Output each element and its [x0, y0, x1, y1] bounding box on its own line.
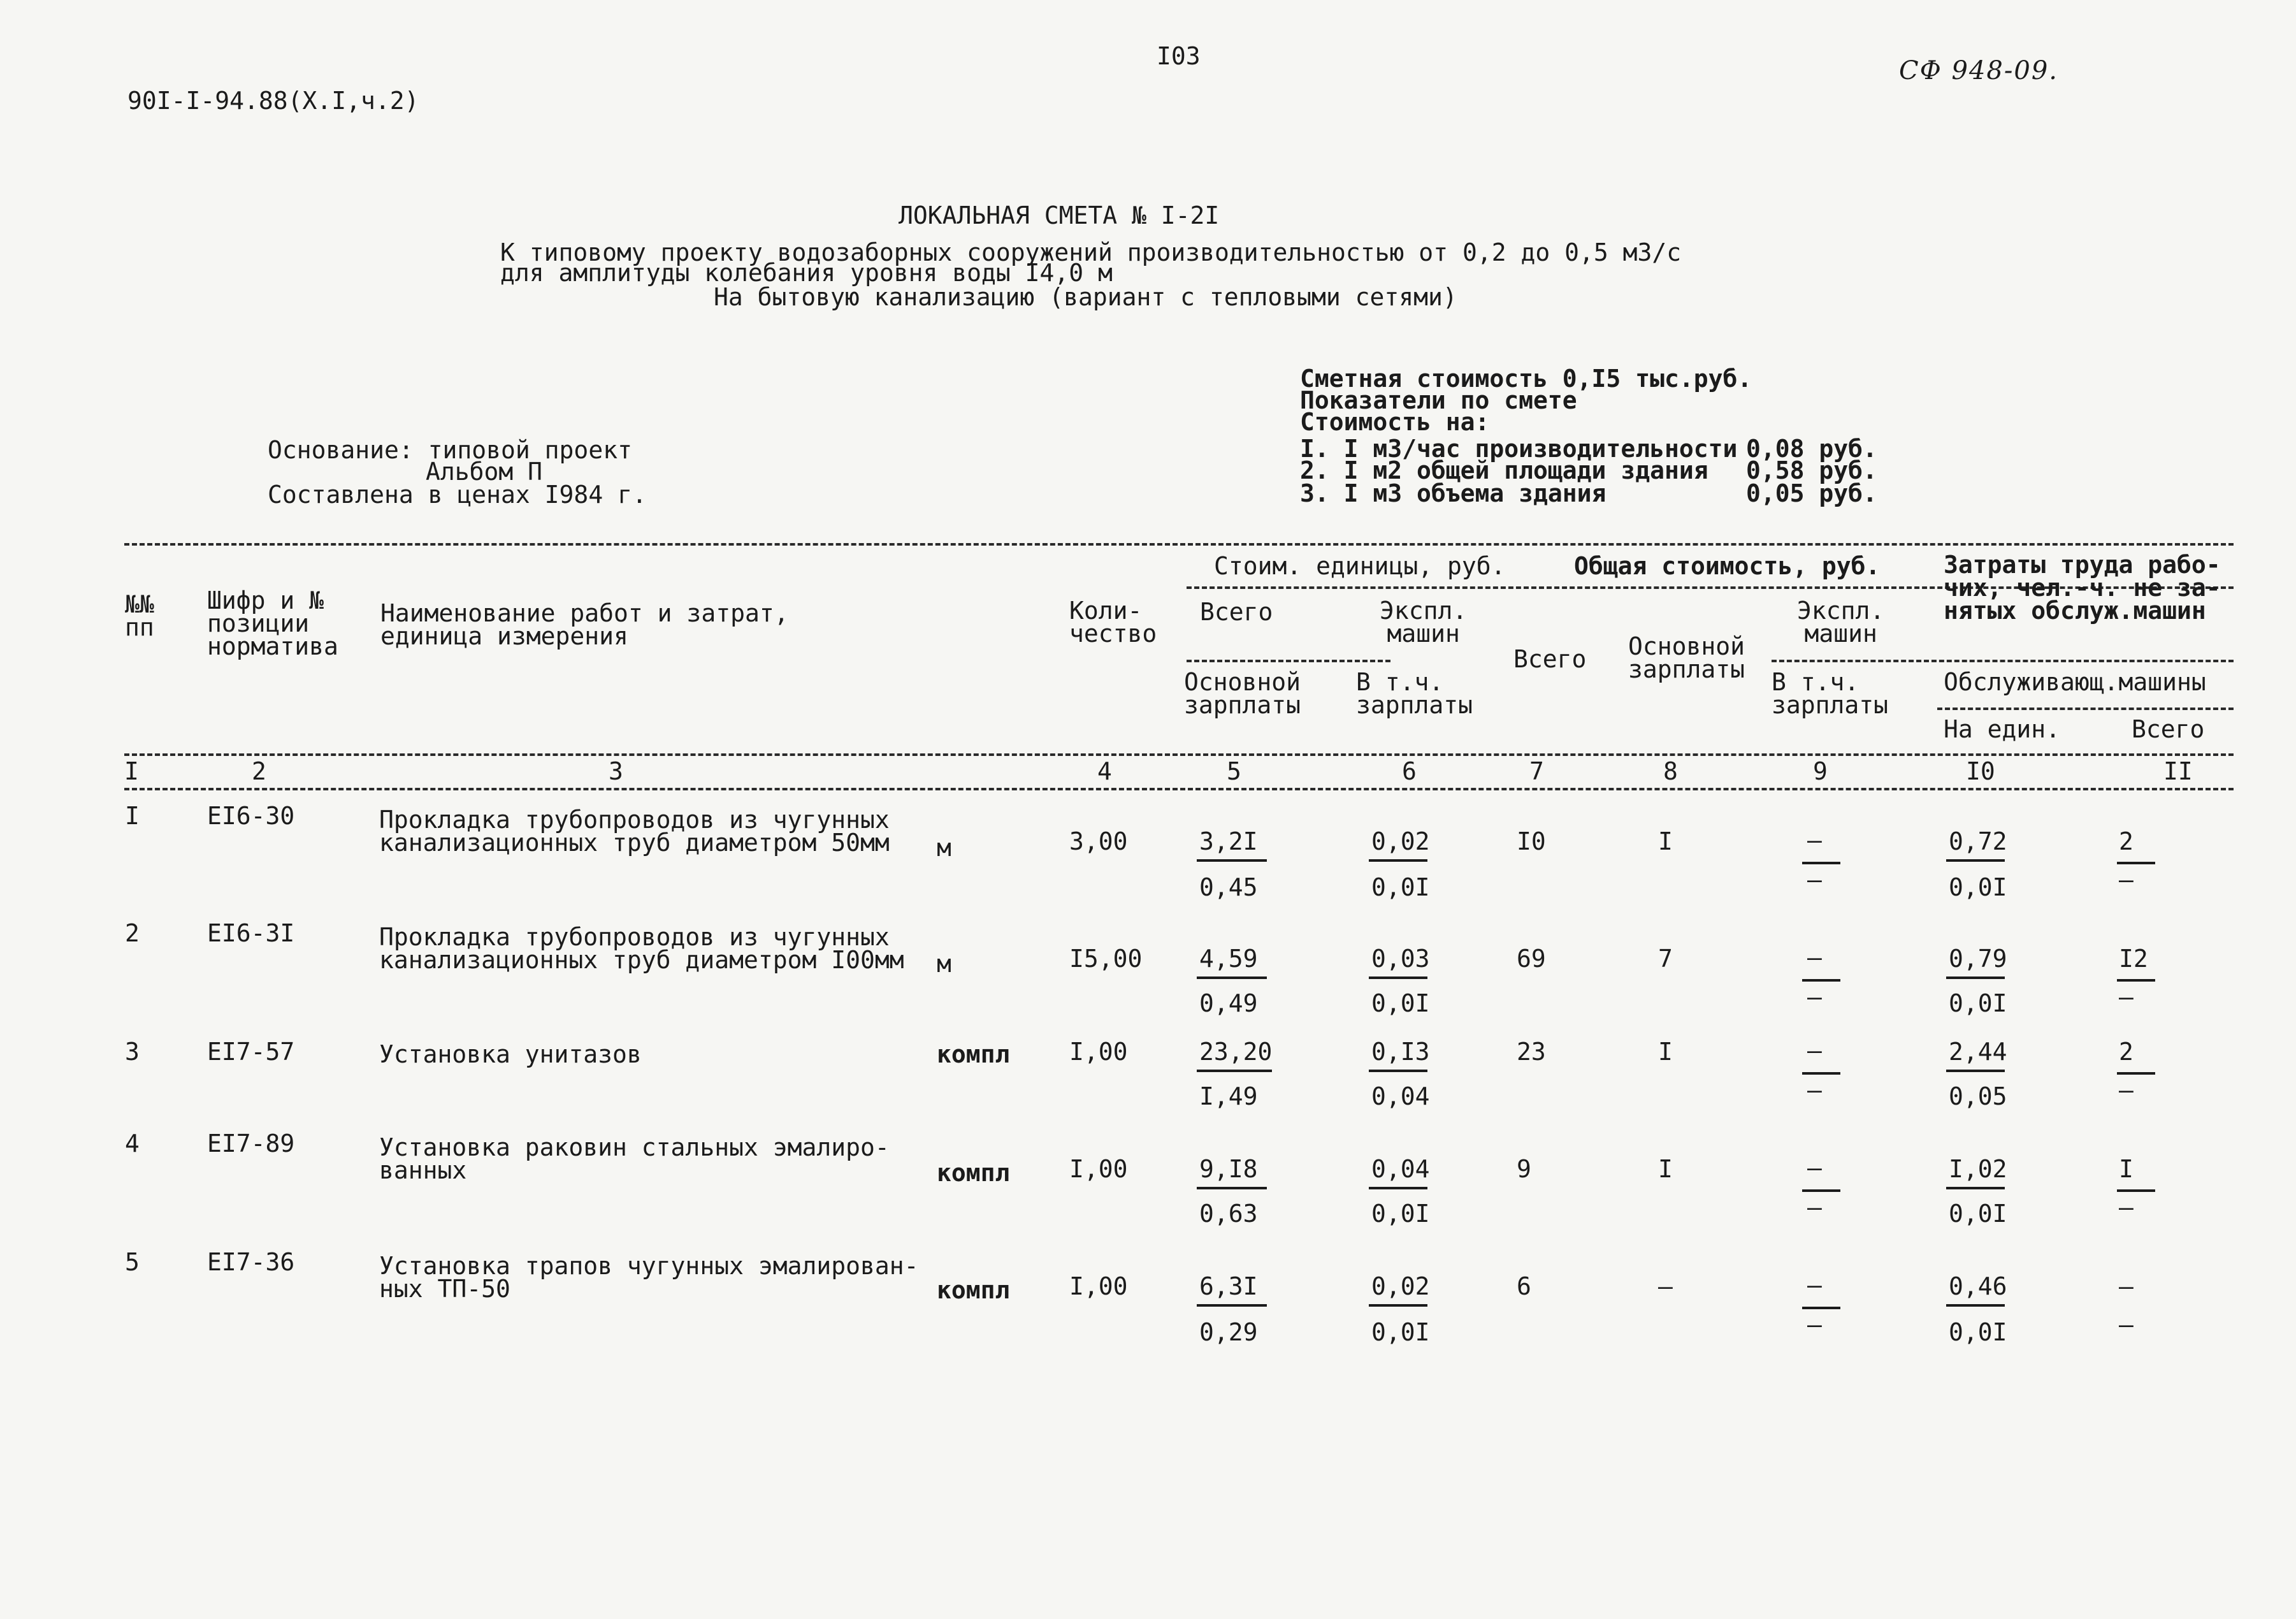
indicator-3-value: 0,05 руб.	[1746, 479, 1877, 507]
header-total-machines: Экспл. машин	[1797, 597, 1885, 648]
unit-cost-base-salary: 0,63	[1199, 1200, 1258, 1228]
machine-labor-total: –	[2119, 1076, 2134, 1104]
fraction-bar	[2117, 1072, 2155, 1075]
labor-total: –	[2119, 1272, 2134, 1300]
fraction-bar	[1197, 976, 1267, 979]
document-title: ЛОКАЛЬНАЯ СМЕТА № I-2I	[899, 201, 1220, 229]
fraction-bar	[1369, 859, 1427, 862]
labor-per-unit: 0,79	[1949, 945, 2007, 973]
estimate-cost: Сметная стоимость 0,I5 тыс.руб.	[1300, 365, 1752, 393]
row-quantity: I5,00	[1069, 945, 1143, 973]
row-unit: м	[937, 950, 951, 978]
header-service-machines: Обслуживающ.машины	[1944, 668, 2206, 696]
labor-per-unit: I,02	[1949, 1155, 2007, 1183]
fraction-bar	[1802, 1072, 1840, 1075]
machine-labor-per-unit: 0,05	[1949, 1082, 2007, 1110]
total-cost: I0	[1517, 827, 1546, 855]
header-rule-3	[1937, 708, 2234, 710]
header-total-incl-salary: В т.ч. зарплаты	[1772, 668, 1889, 719]
column-number: 6	[1402, 757, 1417, 785]
unit-cost-base-salary: 0,29	[1199, 1318, 1258, 1346]
machine-labor-total: –	[2119, 1310, 2134, 1339]
header-per-unit: На един.	[1944, 715, 2061, 743]
header-code: Шифр и № позиции норматива	[207, 586, 338, 660]
total-machines: –	[1807, 1036, 1822, 1064]
column-number: I0	[1966, 757, 1995, 785]
estimate-cost-per: Стоимость на:	[1300, 408, 1490, 436]
column-number: I	[124, 757, 139, 785]
header-unit-incl-salary: В т.ч. зарплаты	[1356, 668, 1473, 719]
total-machine-salary: –	[1807, 866, 1822, 894]
header-unit-cost: Стоим. единицы, руб.	[1214, 552, 1506, 580]
basis-line-3: Составлена в ценах I984 г.	[268, 481, 647, 509]
header-unit-total: Всего	[1200, 598, 1273, 626]
fraction-bar	[1946, 976, 2005, 979]
total-cost: 6	[1517, 1272, 1531, 1300]
row-number: 5	[125, 1248, 140, 1276]
row-unit: компл	[937, 1276, 1010, 1304]
row-number: I	[125, 802, 140, 830]
fraction-bar	[1802, 1189, 1840, 1192]
fraction-bar	[1802, 862, 1840, 864]
machine-labor-per-unit: 0,0I	[1949, 989, 2007, 1017]
column-number: 7	[1529, 757, 1544, 785]
fraction-bar	[1369, 1070, 1427, 1072]
row-name: Установка унитазов	[379, 1040, 642, 1068]
page-number: I03	[1157, 42, 1201, 70]
subtitle-line-3: На бытовую канализацию (вариант с тепловыми сетями)	[714, 283, 1457, 311]
fraction-bar	[1369, 1304, 1427, 1307]
machine-labor-per-unit: 0,0I	[1949, 1318, 2007, 1346]
basis-line-2: Альбом П	[426, 458, 543, 486]
column-number: 2	[252, 757, 266, 785]
indicator-1-value: 0,08 руб.	[1746, 435, 1877, 463]
row-quantity: I,00	[1069, 1038, 1128, 1066]
total-machine-salary: –	[1807, 983, 1822, 1011]
total-cost: 23	[1517, 1038, 1546, 1066]
indicator-3-label: 3. I м3 объема здания	[1300, 479, 1606, 507]
total-machine-salary: –	[1807, 1193, 1822, 1221]
machine-labor-total: –	[2119, 983, 2134, 1011]
total-machines: –	[1807, 826, 1822, 854]
header-total-base-salary: Основной зарплаты	[1628, 632, 1745, 683]
total-base-salary: 7	[1658, 945, 1673, 973]
labor-total: I	[2119, 1155, 2134, 1183]
header-labor-total: Всего	[2132, 715, 2205, 743]
machine-labor-total: –	[2119, 1193, 2134, 1221]
unit-cost-machines: 0,02	[1371, 827, 1430, 855]
fraction-bar	[1369, 976, 1427, 979]
basis-line-1: Основание: типовой проект	[268, 436, 632, 464]
unit-cost-total: 23,20	[1199, 1038, 1273, 1066]
labor-per-unit: 0,72	[1949, 827, 2007, 855]
row-quantity: 3,00	[1069, 827, 1128, 855]
unit-cost-machine-salary: 0,04	[1371, 1082, 1430, 1110]
row-unit: компл	[937, 1040, 1010, 1068]
row-unit: компл	[937, 1159, 1010, 1187]
row-unit: м	[937, 834, 951, 862]
header-name: Наименование работ и затрат, единица измерения	[380, 599, 789, 650]
total-machines: –	[1807, 943, 1822, 971]
unit-cost-total: 4,59	[1199, 945, 1258, 973]
labor-total: 2	[2119, 1038, 2134, 1066]
fraction-bar	[1946, 859, 2005, 862]
total-base-salary: I	[1658, 827, 1673, 855]
row-name: Прокладка трубопроводов из чугунных канализационных труб диаметром I00мм	[379, 923, 904, 974]
unit-cost-machine-salary: 0,0I	[1371, 873, 1430, 901]
indicator-1-label: I. I м3/час производительности	[1300, 435, 1738, 463]
unit-cost-total: 3,2I	[1199, 827, 1258, 855]
row-code: EI7-57	[207, 1038, 295, 1066]
fraction-bar	[1946, 1304, 2005, 1307]
header-total-all: Всего	[1513, 645, 1587, 673]
header-total-cost: Общая стоимость, руб.	[1574, 552, 1881, 580]
total-base-salary: –	[1658, 1272, 1673, 1300]
labor-total: I2	[2119, 945, 2148, 973]
header-rule-2a	[1187, 660, 1390, 662]
row-code: EI6-30	[207, 802, 295, 830]
header-unit-machines: Экспл. машин	[1380, 597, 1468, 648]
fraction-bar	[1197, 859, 1267, 862]
column-number-rule-top	[124, 753, 2234, 756]
fraction-bar	[1197, 1187, 1267, 1189]
fraction-bar	[1197, 1304, 1267, 1307]
fraction-bar	[1197, 1070, 1272, 1072]
total-base-salary: I	[1658, 1038, 1673, 1066]
row-code: EI7-36	[207, 1248, 295, 1276]
labor-total: 2	[2119, 827, 2134, 855]
column-number: 3	[609, 757, 623, 785]
total-machines: –	[1807, 1154, 1822, 1182]
total-cost: 69	[1517, 945, 1546, 973]
fraction-bar	[1946, 1070, 2005, 1072]
subtitle-line-2: для амплитуды колебания уровня воды I4,0 м	[500, 259, 1113, 287]
fraction-bar	[2117, 979, 2155, 982]
column-number-rule-bottom	[124, 788, 2234, 790]
unit-cost-total: 6,3I	[1199, 1272, 1258, 1300]
indicator-2-label: 2. I м2 общей площади здания	[1300, 456, 1708, 484]
unit-cost-base-salary: 0,49	[1199, 989, 1258, 1017]
header-num: №№ пп	[125, 590, 154, 641]
header-unit-base-salary: Основной зарплаты	[1184, 668, 1301, 719]
unit-cost-machine-salary: 0,0I	[1371, 1200, 1430, 1228]
labor-per-unit: 2,44	[1949, 1038, 2007, 1066]
total-machines: –	[1807, 1271, 1822, 1299]
fraction-bar	[1946, 1187, 2005, 1189]
header-rule-2b	[1772, 660, 2234, 662]
total-cost: 9	[1517, 1155, 1531, 1183]
row-quantity: I,00	[1069, 1272, 1128, 1300]
row-quantity: I,00	[1069, 1155, 1128, 1183]
header-qty: Коли- чество	[1069, 597, 1157, 648]
row-number: 4	[125, 1129, 140, 1158]
row-name: Прокладка трубопроводов из чугунных канализационных труб диаметром 50мм	[379, 806, 890, 857]
machine-labor-per-unit: 0,0I	[1949, 1200, 2007, 1228]
unit-cost-base-salary: I,49	[1199, 1082, 1258, 1110]
fraction-bar	[2117, 1189, 2155, 1192]
unit-cost-machine-salary: 0,0I	[1371, 989, 1430, 1017]
unit-cost-machines: 0,04	[1371, 1155, 1430, 1183]
labor-per-unit: 0,46	[1949, 1272, 2007, 1300]
unit-cost-total: 9,I8	[1199, 1155, 1258, 1183]
column-number: 4	[1097, 757, 1112, 785]
estimate-indicators: Показатели по смете	[1300, 386, 1577, 414]
column-number: 9	[1813, 757, 1828, 785]
unit-cost-machines: 0,03	[1371, 945, 1430, 973]
unit-cost-machine-salary: 0,0I	[1371, 1318, 1430, 1346]
column-number: 5	[1227, 757, 1241, 785]
machine-labor-total: –	[2119, 866, 2134, 894]
column-number: II	[2163, 757, 2193, 785]
archive-stamp: СФ 948-09.	[1899, 56, 2058, 85]
column-number: 8	[1663, 757, 1678, 785]
row-number: 3	[125, 1038, 140, 1066]
row-number: 2	[125, 919, 140, 947]
header-labor: Затраты труда рабо- чих, чел.-ч. не за- нятых обслуж.машин	[1944, 551, 2221, 625]
row-name: Установка раковин стальных эмалиро- ванных	[379, 1133, 890, 1184]
machine-labor-per-unit: 0,0I	[1949, 873, 2007, 901]
document-code: 90I-I-94.88(X.I,ч.2)	[127, 87, 419, 115]
total-machine-salary: –	[1807, 1076, 1822, 1104]
total-machine-salary: –	[1807, 1310, 1822, 1339]
fraction-bar	[1802, 979, 1840, 982]
table-top-rule	[124, 543, 2234, 546]
unit-cost-machines: 0,02	[1371, 1272, 1430, 1300]
fraction-bar	[1802, 1307, 1840, 1309]
fraction-bar	[2117, 862, 2155, 864]
fraction-bar	[1369, 1187, 1427, 1189]
indicator-2-value: 0,58 руб.	[1746, 456, 1877, 484]
row-code: EI7-89	[207, 1129, 295, 1158]
subtitle-line-1: К типовому проекту водозаборных сооружений производительностью от 0,2 до 0,5 м3/с	[500, 238, 1682, 266]
total-base-salary: I	[1658, 1155, 1673, 1183]
unit-cost-base-salary: 0,45	[1199, 873, 1258, 901]
unit-cost-machines: 0,I3	[1371, 1038, 1430, 1066]
row-name: Установка трапов чугунных эмалирован- ных ТП-50	[379, 1252, 919, 1303]
row-code: EI6-3I	[207, 919, 295, 947]
